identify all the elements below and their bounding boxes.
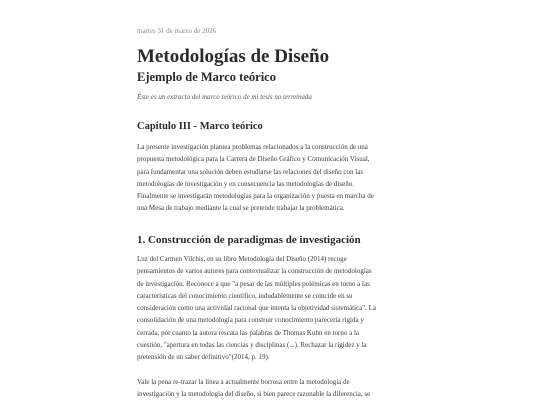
text-line: propuesta metodológica para la Carrera de Diseño Gráfico y Comunicación Visual, bbox=[137, 155, 370, 164]
blog-title[interactable]: Metodologías de Diseño bbox=[137, 46, 330, 67]
text-line: características del conocimiento científico, indudablemente se coincide en su bbox=[137, 291, 353, 300]
paragraph-vilchis bbox=[137, 253, 409, 364]
text-line: metodologías de investigación y en consecuencia las metodologías de diseño. bbox=[137, 179, 354, 188]
text-line: para fundamentar una solución deben estudiarse las relaciones del diseño con las bbox=[137, 167, 364, 176]
text-line: Finalmente se investigarán metodologías para la organización y puesta en marcha de bbox=[137, 192, 374, 201]
chapter-heading: Capítulo III - Marco teórico bbox=[137, 121, 263, 132]
text-line: de investigación. Reconoce a que "a pesar de las múltiples polémicas en torno a las bbox=[137, 279, 370, 288]
post-subtitle[interactable]: Ejemplo de Marco teórico bbox=[137, 70, 276, 84]
text-line: Vale la pena re-trazar la línea a actualmente borrosa entre la metodología de bbox=[137, 378, 350, 386]
text-line: cerrada, por cuanto la autora rescata las palabras de Thomas Kuhn en torno a la bbox=[137, 328, 360, 337]
text-line: una Mesa de trabajo mediante la cual se pretende trabajar la problemática. bbox=[137, 204, 345, 213]
text-line: pretensión de un saber definitivo"(2014, p. 19). bbox=[137, 353, 270, 362]
post-date: martes 31 de marzo de 2026 bbox=[137, 27, 217, 35]
text-line: cuestión, "apertura en todas las ciencias y disciplinas (...). Rechazar la rigidez y la bbox=[137, 341, 367, 350]
text-line: Luz del Carmen Vilchis, en su libro Metodología del Diseño (2014) recoge bbox=[137, 255, 347, 263]
text-line: consideración como una actividad racional que intenta la objetividad sistemática". La bbox=[137, 304, 377, 313]
paragraph-metodologia bbox=[137, 376, 409, 401]
text-line: consolidación de una metodología para construir conocimiento parecería rígida y bbox=[137, 316, 364, 325]
text-line: La presente investigación plantea problemas relacionados a la construcción de una bbox=[137, 143, 368, 151]
blog-description: Éste es un extracto del marco teórico de mi tesis no terminada bbox=[137, 93, 312, 101]
section-heading: 1. Construcción de paradigmas de investigación bbox=[137, 234, 361, 246]
text-line: investigación y la metodología del diseño, si bien parece razonable la diferencia, se bbox=[137, 390, 371, 399]
text-line: pensamientos de varios autores para contextualizar la construcción de metodologías bbox=[137, 267, 372, 276]
paragraph-intro bbox=[137, 141, 409, 215]
